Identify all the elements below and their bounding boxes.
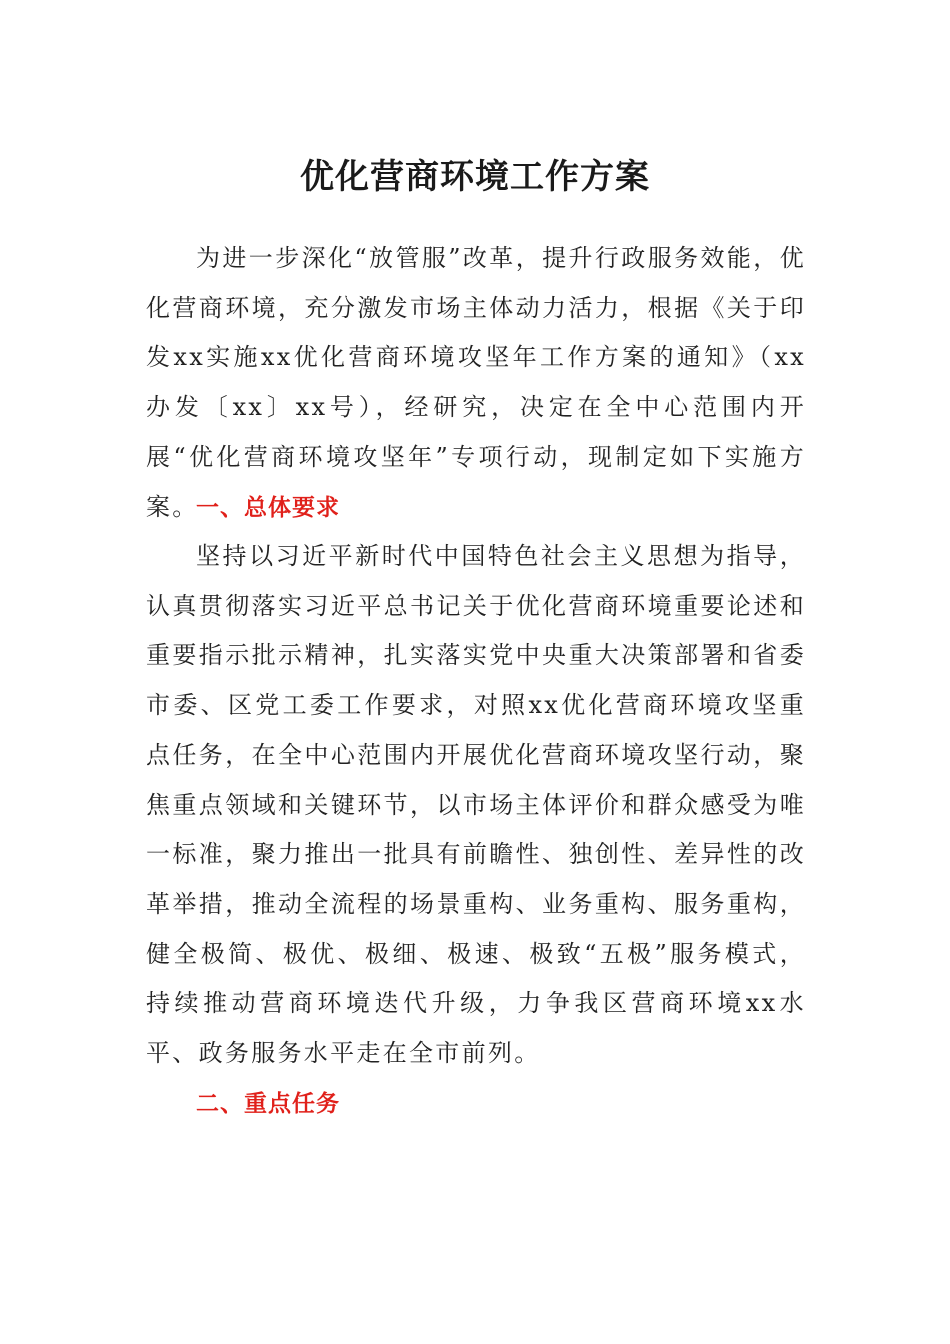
document-title: 优化营商环境工作方案 <box>300 157 650 197</box>
section-heading-key-tasks: 二、重点任务 <box>196 1091 340 1117</box>
intro-paragraph: 为进一步深化“放管服”改革，提升行政服务效能，优化营商环境，充分激发市场主体动力活力，根据《关于印发xx实施xx优化营商环境攻坚年工作方案的通知》（xx办发〔xx〕xx号），经研究，决定在全中心范围内开展“优化营商环境攻坚年”专项行动，现制定如下实施方案。 <box>146 244 806 521</box>
overall-requirements-paragraph: 坚持以习近平新时代中国特色社会主义思想为指导，认真贯彻落实习近平总书记关于优化营商环境重要论述和重要指示批示精神，扎实落实党中央重大决策部署和省委市委、区党工委工作要求，对照xx优化营商环境攻坚重点任务，在全中心范围内开展优化营商环境攻坚行动，聚焦重点领域和关键环节，以市场主体评价和群众感受为唯一标准，聚力推出一批具有前瞻性、独创性、差异性的改革举措，推动全流程的场景重构、业务重构、服务重构，健全极简、极优、极细、极速、极致“五极”服务模式，持续推动营商环境迭代升级，力争我区营商环境xx水平、政务服务水平走在全市前列。 <box>146 542 806 1068</box>
section-heading-overall-requirements: 一、总体要求 <box>196 495 340 521</box>
